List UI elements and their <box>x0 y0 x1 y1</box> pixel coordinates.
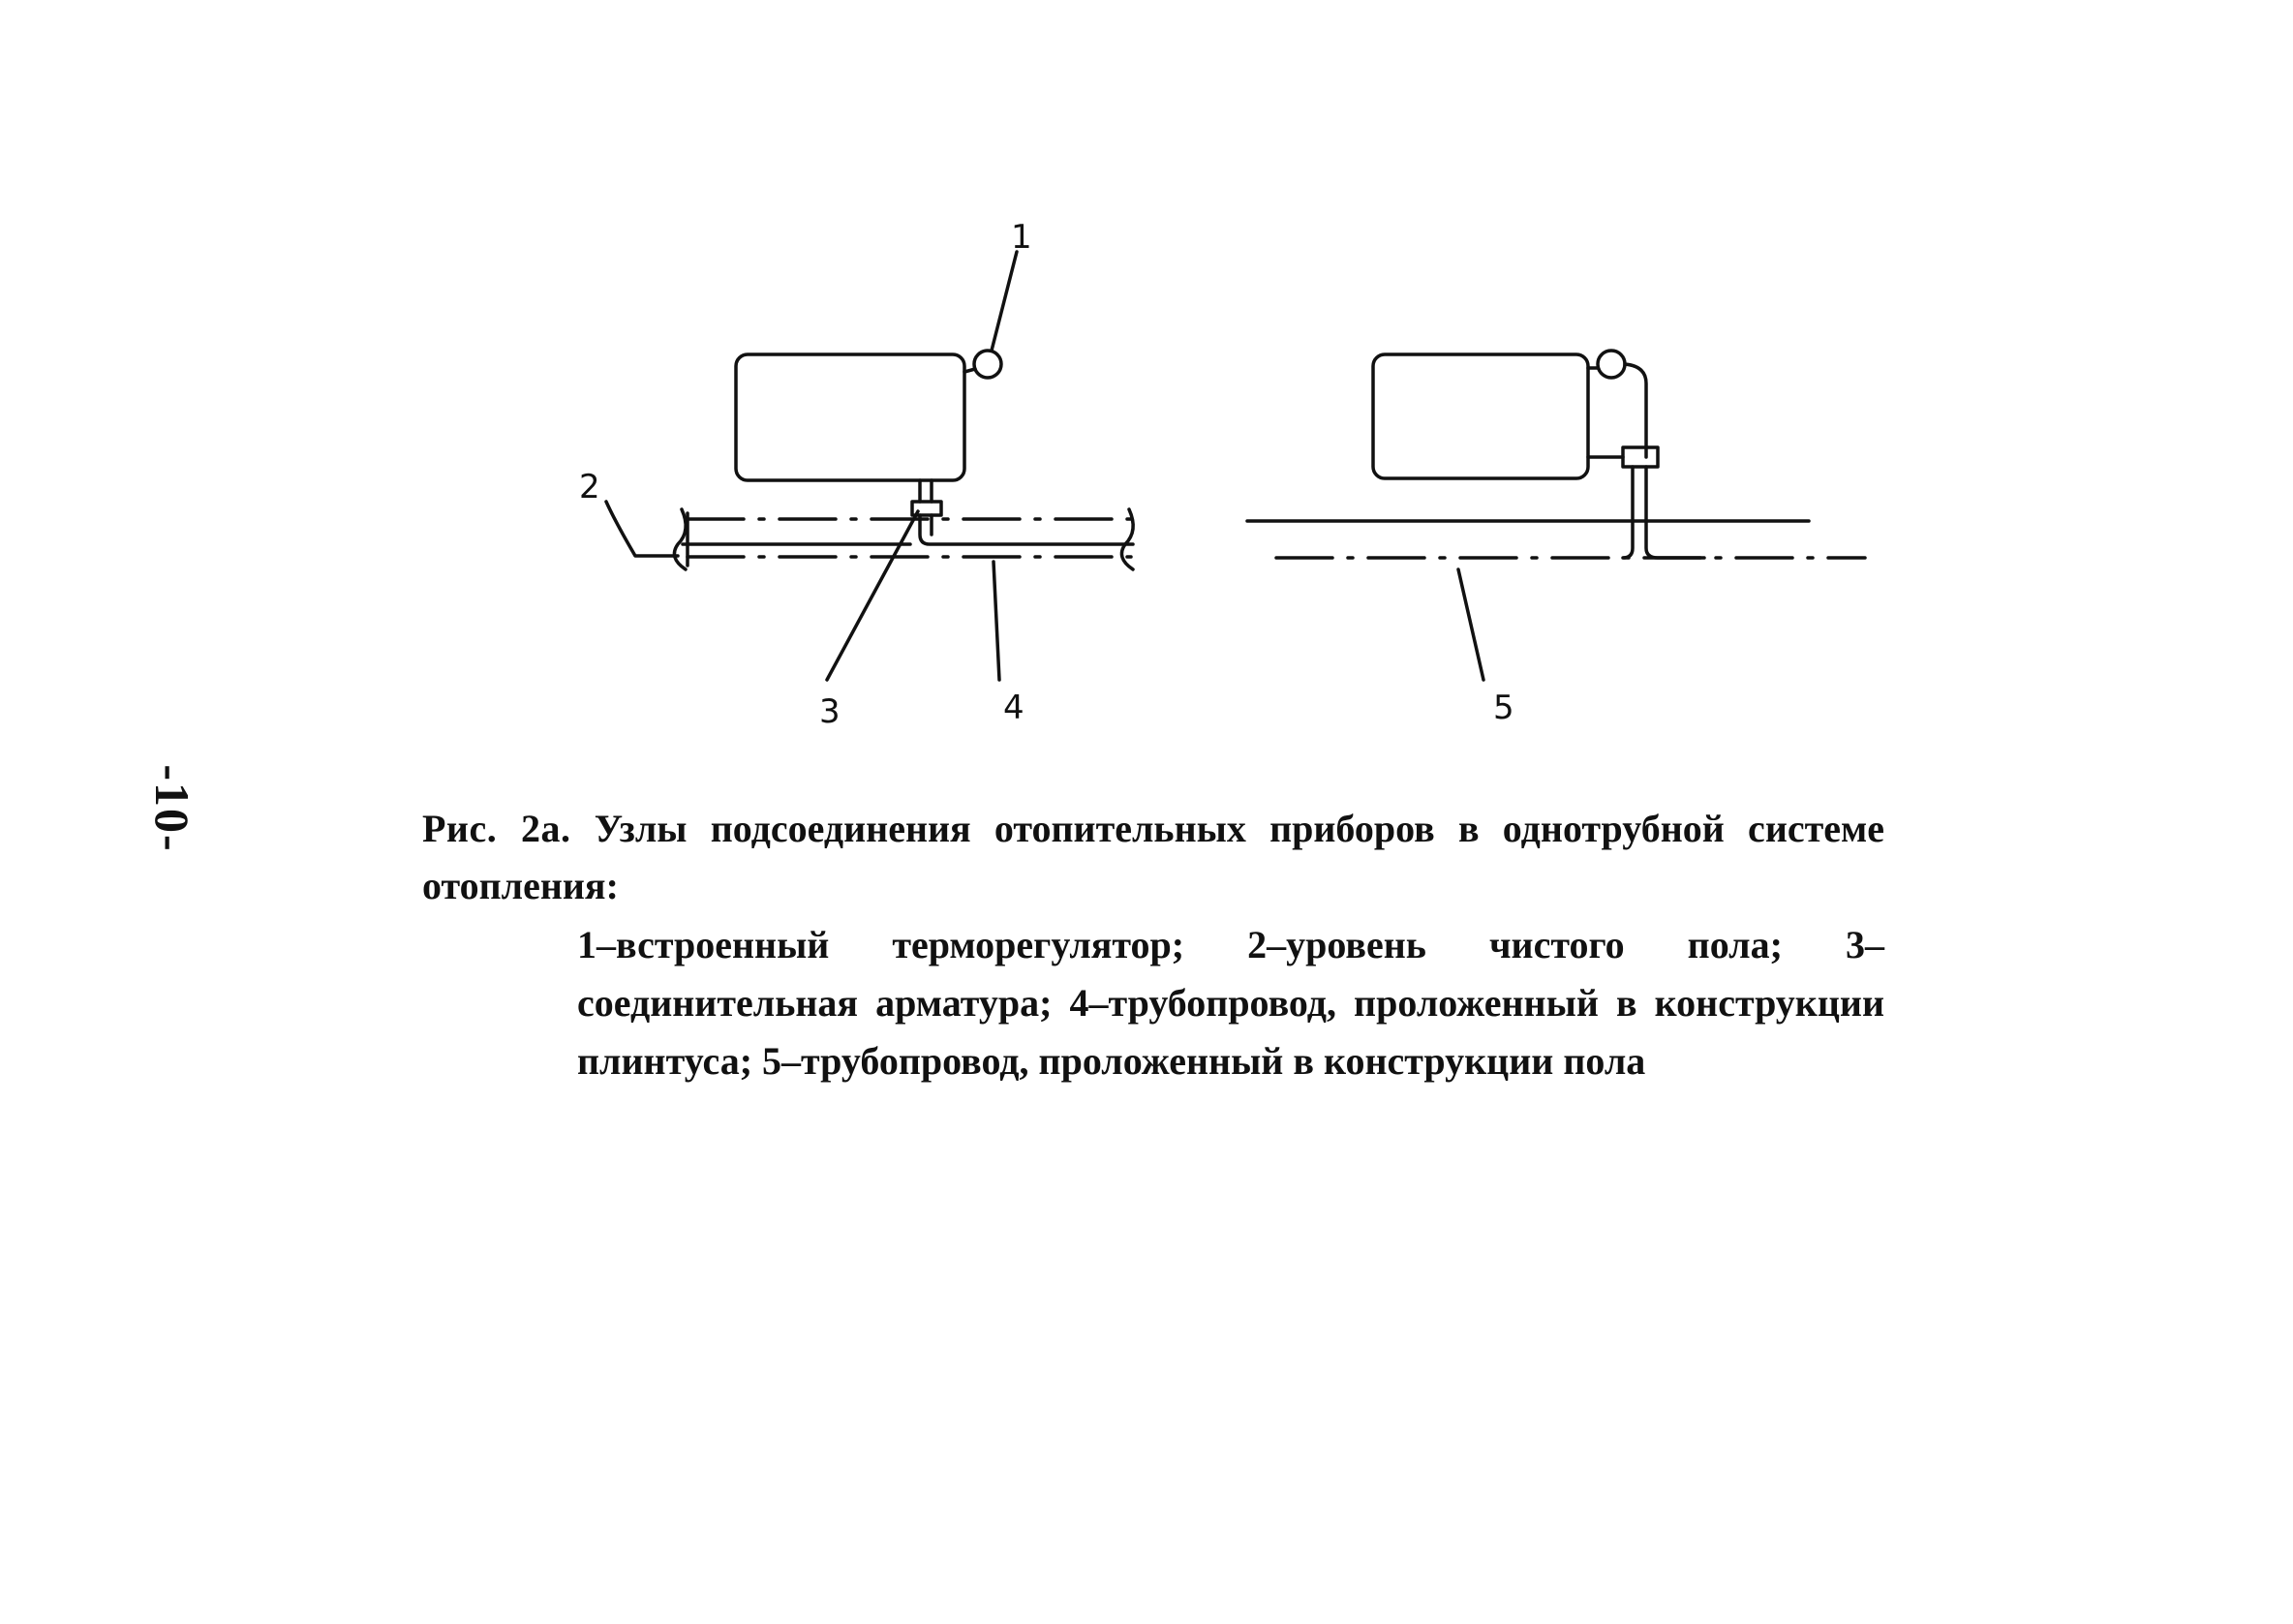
right-detail <box>1247 351 1865 558</box>
page-number: -10- <box>145 764 199 853</box>
thermostat-right <box>1598 351 1625 378</box>
callout-5: 5 <box>1493 689 1514 727</box>
floor-level-leader <box>606 502 678 556</box>
leader-1 <box>992 252 1017 351</box>
leader-3 <box>827 511 918 680</box>
left-detail <box>606 351 1133 569</box>
callout-3: 3 <box>819 692 841 731</box>
connection-fitting-right <box>1623 447 1658 467</box>
leader-4 <box>994 562 999 680</box>
figure-caption <box>422 800 1884 914</box>
radiator-left <box>736 354 964 480</box>
callout-1: 1 <box>1011 218 1032 257</box>
figure-title: Узлы подсоединения отопительных приборов в однотрубной системе отопления: <box>422 807 1885 907</box>
radiator-right <box>1373 354 1588 478</box>
figure-label: Рис. 2а. <box>422 807 571 850</box>
callout-2: 2 <box>579 468 600 506</box>
figure-legend: 1–встроенный терморегулятор; 2–уровень чистого пола; 3–соединительная арматура; 4–трубопровод, проложенный в конструкции плинтуса; 5–трубопровод, проложенный в конструкции пола <box>577 923 1884 1083</box>
callout-4: 4 <box>1003 689 1024 727</box>
thermostat-left <box>974 351 1001 378</box>
leader-5 <box>1458 569 1483 680</box>
